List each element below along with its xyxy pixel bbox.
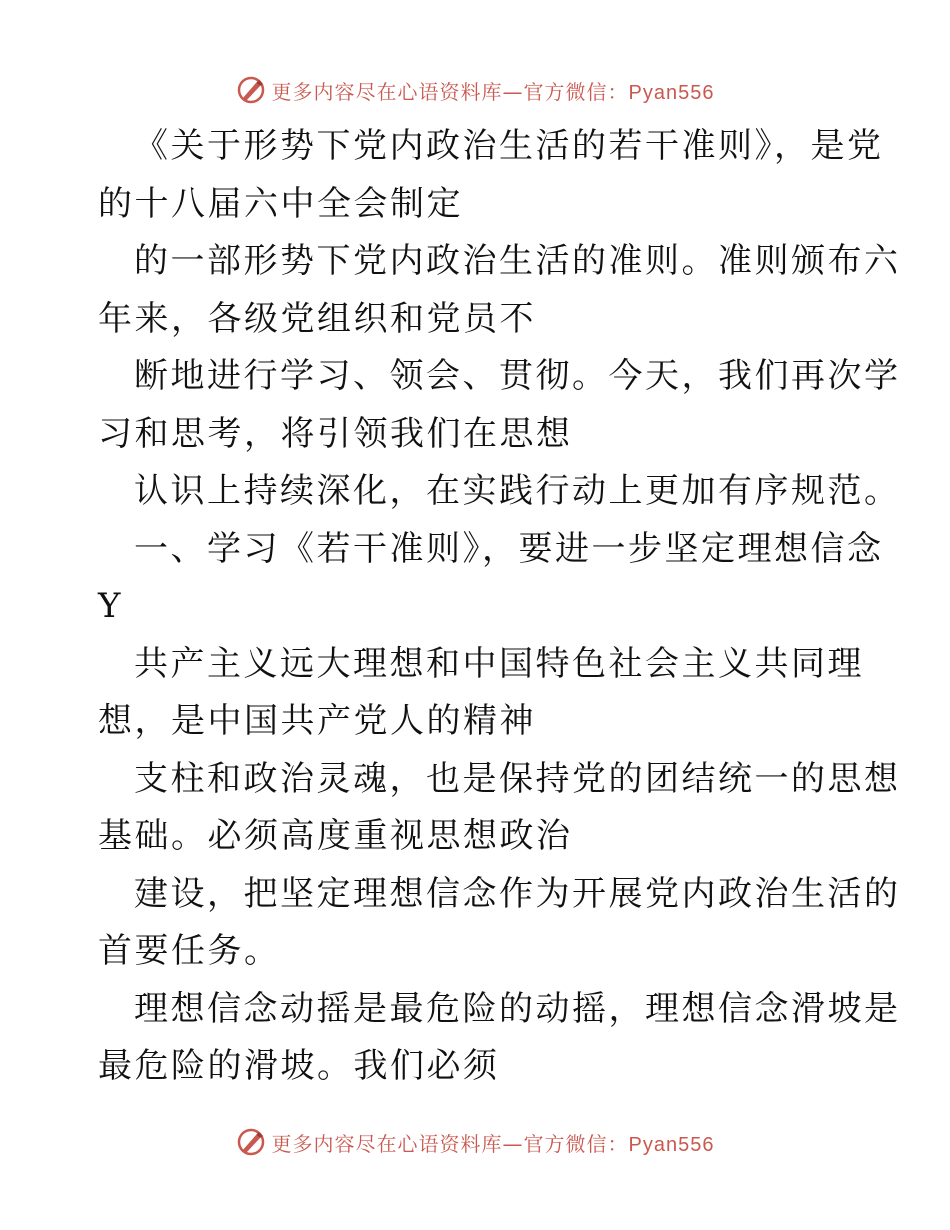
text-line: 的一部形势下党内政治生活的准则。准则颁布六 bbox=[134, 241, 901, 281]
text-line: 认识上持续深化，在实践行动上更加有序规范。 bbox=[134, 471, 901, 511]
header-watermark bbox=[0, 70, 950, 110]
text-line: 《关于形势下党内政治生活的若干准则》，是党 bbox=[134, 126, 884, 166]
text-line: 想，是中国共产党人的精神 bbox=[98, 701, 536, 741]
watermark-separator: — bbox=[502, 1131, 524, 1156]
watermark-main: 更多内容尽在心语资料库 bbox=[271, 1131, 503, 1156]
watermark-separator: — bbox=[502, 79, 524, 104]
document-body bbox=[98, 118, 901, 1096]
text-line: 的十八届六中全会制定 bbox=[98, 183, 463, 224]
text-line: Y bbox=[98, 586, 123, 626]
watermark-main: 更多内容尽在心语资料库 bbox=[271, 79, 503, 104]
text-line: 共产主义远大理想和中国特色社会主义共同理 bbox=[134, 643, 864, 684]
text-line: 基础。必须高度重视思想政治 bbox=[98, 816, 573, 856]
text-line: 一、学习《若干准则》，要进一步坚定理想信念 bbox=[134, 528, 884, 569]
text-line: 年来，各级党组织和党员不 bbox=[98, 298, 536, 339]
text-line: 习和思考，将引领我们在思想 bbox=[98, 413, 573, 454]
watermark-id: Pyan556 bbox=[628, 1133, 715, 1156]
text-line: 断地进行学习、领会、贯彻。今天，我们再次学 bbox=[134, 356, 901, 396]
watermark-suffix: 官方微信： bbox=[523, 1131, 629, 1156]
footer-watermark bbox=[0, 1122, 950, 1162]
watermark-id: Pyan556 bbox=[628, 81, 715, 104]
text-line: 最危险的滑坡。我们必须 bbox=[98, 1046, 500, 1086]
watermark-text bbox=[272, 1128, 715, 1157]
watermark-text bbox=[272, 76, 715, 105]
text-line: 首要任务。 bbox=[98, 931, 281, 971]
pen-logo-icon bbox=[236, 1127, 266, 1157]
text-line: 理想信念动摇是最危险的动摇，理想信念滑坡是 bbox=[134, 988, 901, 1029]
watermark-suffix: 官方微信： bbox=[523, 79, 629, 104]
text-line: 建设，把坚定理想信念作为开展党内政治生活的 bbox=[134, 873, 901, 914]
pen-logo-icon bbox=[236, 75, 266, 105]
text-line: 支柱和政治灵魂，也是保持党的团结统一的思想 bbox=[134, 758, 901, 799]
